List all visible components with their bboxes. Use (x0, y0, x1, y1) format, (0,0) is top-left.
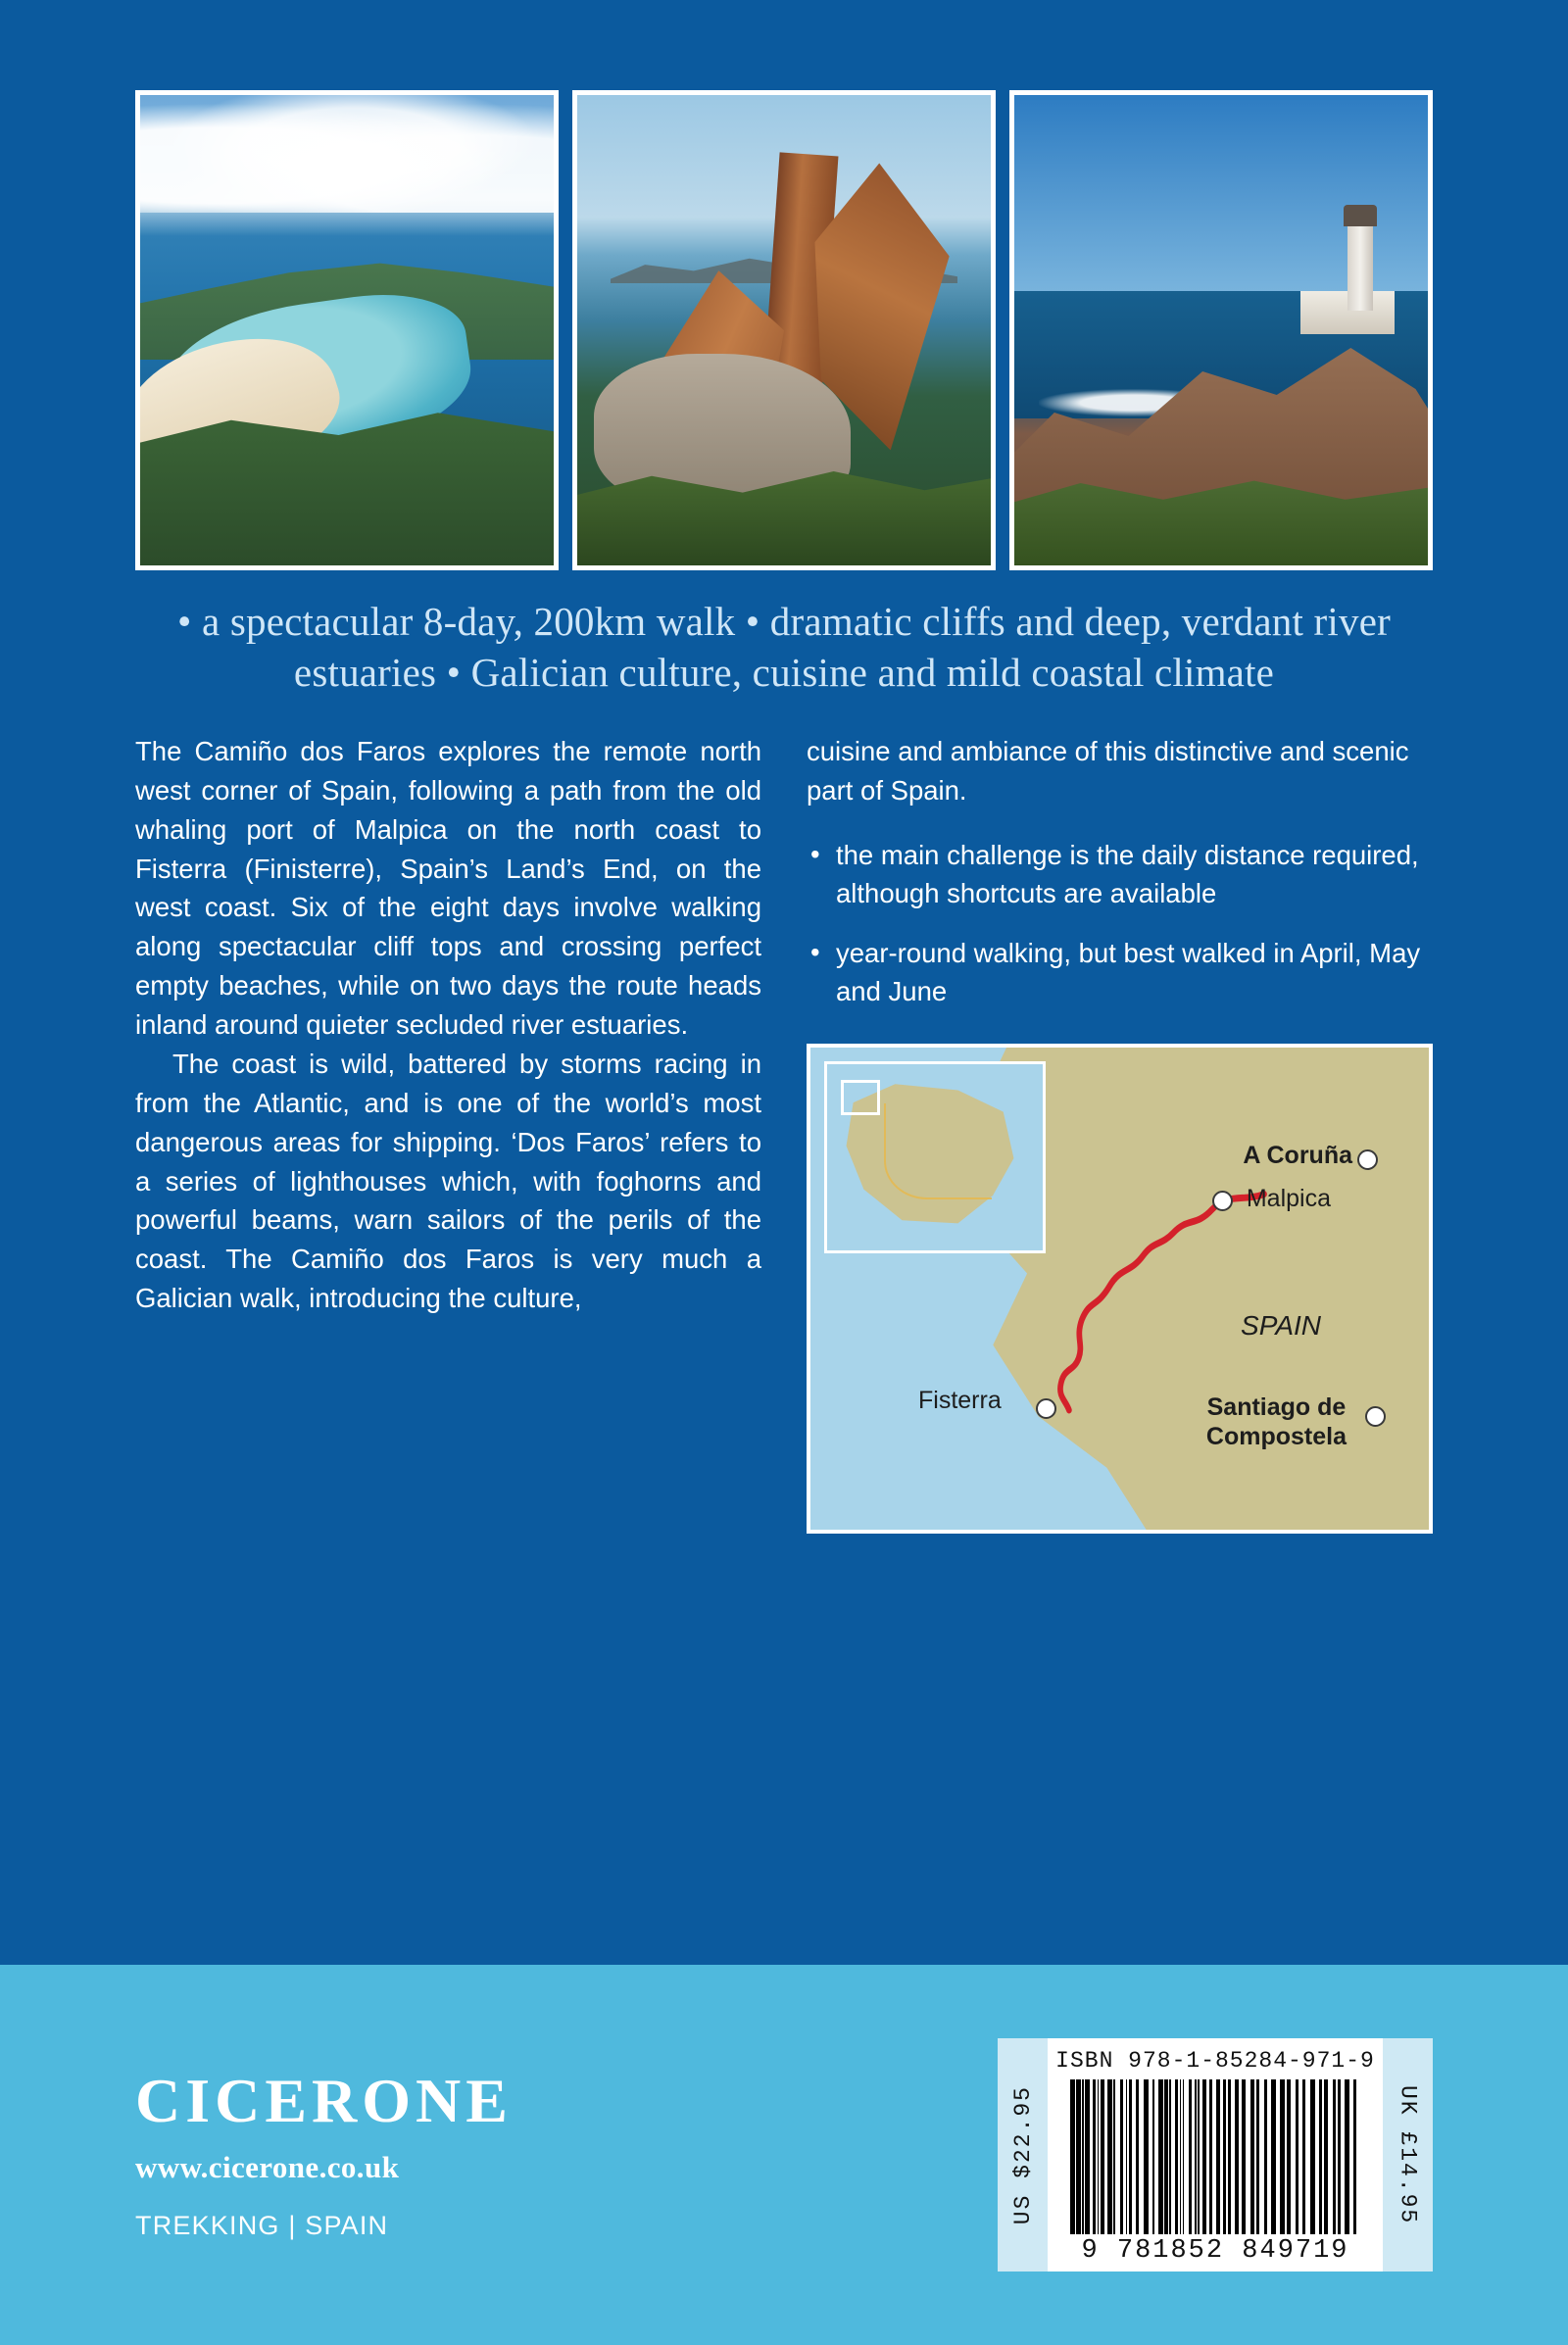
lighthouse-tower-shape (1348, 222, 1373, 311)
book-category: TREKKING | SPAIN (135, 2210, 389, 2240)
description-paragraph-1: The Camiño dos Faros explores the remote north west corner of Spain, following a path from the old whaling port of Malpica on the north coast to Fisterra (Finisterre), Spain’s Land’s End, on the west coast. Six of the eight days involve walking along spectacular cliff tops and crossing perfect empty beaches, while on two days the route heads inland around quieter secluded river estuaries. (135, 735, 761, 1041)
map-label-a-coruna: A Coruña (1243, 1141, 1352, 1169)
uk-price-text: UK £14.95 (1395, 2084, 1421, 2225)
cover-columns (135, 732, 1433, 1534)
map-dot-fisterra (1036, 1398, 1056, 1419)
lighthouse-headland-photo (1009, 90, 1433, 570)
description-paragraph-2: The coast is wild, battered by storms racing in from the Atlantic, and is one of the world’s most dangerous areas for shipping. ‘Dos Faros’ refers to a series of lighthouses which, with foghorns and powerful beams, warn sailors of the perils of the coast. The Camiño dos Faros is very much a Galician walk, introducing the culture, (135, 1048, 761, 1314)
iberia-border-line (884, 1103, 992, 1199)
barcode-bars (1070, 2079, 1360, 2234)
beach-cove-photo (135, 90, 559, 570)
publisher-logo-text: CICERONE (135, 2065, 513, 2135)
right-column (807, 732, 1433, 1534)
map-dot-a-coruna (1357, 1149, 1378, 1170)
cover-headline: • a spectacular 8-day, 200km walk • dramatic cliffs and deep, verdant river estuaries • Galician culture, cuisine and mild coastal climate (177, 599, 1391, 696)
map-label-fisterra: Fisterra (918, 1386, 1002, 1414)
photo-strip (135, 90, 1433, 570)
isbn-text: ISBN 978-1-85284-971-9 (1055, 2048, 1375, 2074)
map-label-malpica: Malpica (1246, 1184, 1331, 1212)
map-label-spain: SPAIN (1241, 1309, 1321, 1341)
description-text (135, 732, 761, 1318)
map-dot-malpica (1212, 1191, 1233, 1211)
map-dot-santiago (1365, 1406, 1386, 1427)
list-item: • year-round walking, but best walked in April, May and June (807, 934, 1433, 1010)
barcode-area (1048, 2038, 1383, 2272)
list-item: • the main challenge is the daily distance required, although shortcuts are available (807, 836, 1433, 912)
publisher-website[interactable]: www.cicerone.co.uk (135, 2149, 400, 2184)
lighthouse-lamp-shape (1344, 205, 1377, 226)
us-price-panel (998, 2038, 1048, 2272)
barcode-block (998, 2038, 1433, 2272)
cloud-decoration (140, 95, 554, 213)
map-inset-iberia (824, 1061, 1046, 1253)
route-overview-map (807, 1044, 1433, 1534)
uk-price-panel (1383, 2038, 1433, 2272)
cover-footer (0, 1965, 1568, 2345)
map-label-santiago: Santiago de Compostela (1205, 1392, 1347, 1450)
left-column (135, 732, 761, 1534)
publisher-brand (135, 2065, 513, 2241)
feature-bullet-list (807, 836, 1433, 1010)
us-price-text: US $22.95 (1009, 2084, 1036, 2225)
barcode-digits: 9 781852 849719 (1081, 2236, 1349, 2266)
inset-highlight-box (841, 1080, 880, 1115)
rusty-anchor-photo (572, 90, 996, 570)
description-continuation: cuisine and ambiance of this distinctive and scenic part of Spain. (807, 735, 1409, 806)
